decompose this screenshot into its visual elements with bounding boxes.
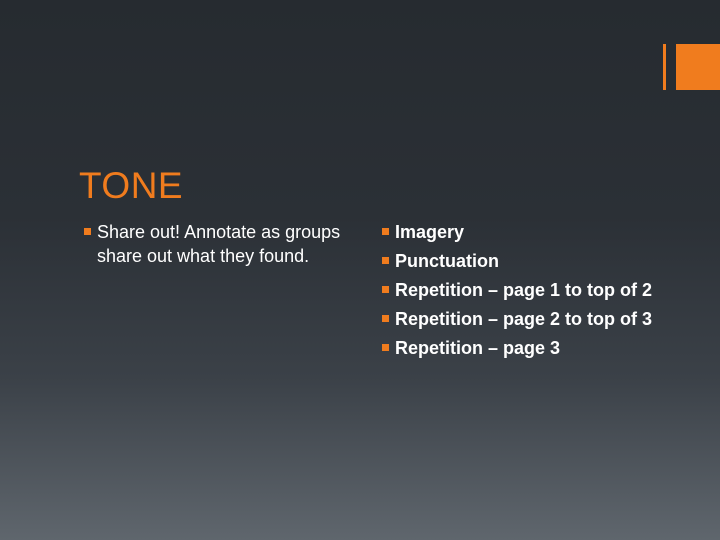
accent-block <box>676 44 720 90</box>
bullet-text: Repetition – page 2 to top of 3 <box>395 309 653 329</box>
square-bullet-icon <box>382 344 389 351</box>
bullet-item <box>380 249 660 273</box>
bullet-text: Repetition – page 1 to top of 2 <box>395 280 653 300</box>
bullet-item <box>380 336 660 360</box>
square-bullet-icon <box>84 228 91 235</box>
bullet-text: Punctuation <box>395 251 499 271</box>
slide-title: TONE <box>79 165 184 206</box>
bullet-item <box>82 220 344 268</box>
bullet-item <box>380 278 660 302</box>
bullet-text: Imagery <box>395 222 465 242</box>
square-bullet-icon <box>382 228 389 235</box>
square-bullet-icon <box>382 286 389 293</box>
square-bullet-icon <box>382 315 389 322</box>
right-bullet-list <box>380 220 660 365</box>
left-bullet-list <box>82 220 344 268</box>
bullet-item <box>380 307 660 331</box>
square-bullet-icon <box>382 257 389 264</box>
bullet-text: Share out! Annotate as groups share out what they found. <box>97 222 341 266</box>
bullet-text: Repetition – page 3 <box>395 338 561 358</box>
bullet-item <box>380 220 660 244</box>
accent-line <box>663 44 666 90</box>
